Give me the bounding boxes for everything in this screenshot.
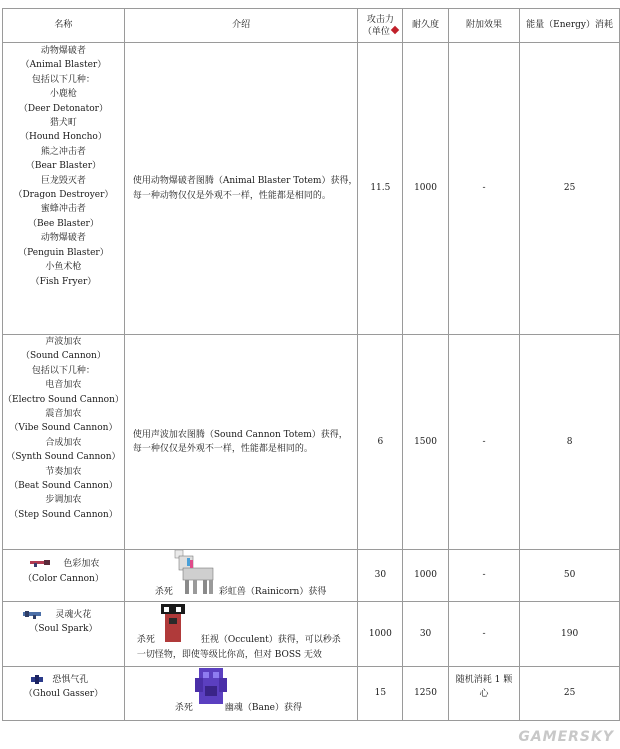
attack-cell: 6 bbox=[358, 335, 403, 550]
intro-line: 使用声波加农图腾（Sound Cannon Totem）获得， bbox=[132, 429, 348, 440]
durability-cell: 1250 bbox=[403, 667, 449, 721]
name-line: （Hound Honcho） bbox=[20, 132, 107, 143]
name-line: （Animal Blaster） bbox=[20, 60, 107, 71]
ghoul-gasser-icon bbox=[31, 675, 45, 684]
name-line: （Ghoul Gasser） bbox=[23, 689, 104, 700]
intro-cell bbox=[124, 602, 358, 667]
header-name: 名称 bbox=[3, 9, 125, 43]
header-intro: 介绍 bbox=[124, 9, 358, 43]
name-line: 声波加农 bbox=[45, 337, 82, 347]
intro-rest: 彩虹兽（Rainicorn）获得 bbox=[218, 587, 327, 597]
intro-line: 每一种动物仅仅是外观不一样，性能都是相同的。 bbox=[132, 190, 331, 201]
name-line: 震音加农 bbox=[45, 409, 82, 420]
name-line: 动物爆破者 bbox=[40, 46, 86, 56]
intro-cell bbox=[124, 43, 358, 335]
header-row bbox=[3, 9, 620, 43]
effect-cell bbox=[448, 667, 519, 721]
effect-cell: - bbox=[448, 550, 519, 602]
watermark: GAMERSKY bbox=[518, 729, 614, 745]
energy-cell: 8 bbox=[520, 335, 620, 550]
durability-cell: 30 bbox=[403, 602, 449, 667]
energy-cell: 25 bbox=[520, 43, 620, 335]
name-line: 蜜蜂冲击者 bbox=[40, 204, 86, 215]
name-line: （Deer Detonator） bbox=[18, 103, 108, 114]
intro-rest: 幽魂（Bane）获得 bbox=[224, 703, 302, 713]
occulent-image bbox=[161, 604, 185, 644]
effect-line: 心 bbox=[479, 689, 489, 700]
name-line: 恐惧气孔 bbox=[52, 675, 89, 685]
intro-line: 使用动物爆破者图腾（Animal Blaster Totem）获得， bbox=[132, 176, 358, 187]
name-line: （Bear Blaster） bbox=[25, 161, 102, 172]
name-line: （Step Sound Cannon） bbox=[9, 509, 118, 520]
name-line: 节奏加农 bbox=[45, 466, 82, 477]
effect-cell: - bbox=[448, 43, 519, 335]
name-cell bbox=[3, 602, 125, 667]
effect-cell: - bbox=[448, 602, 519, 667]
intro-rest: 狂视（Occulent）获得，可以秒杀 bbox=[200, 635, 341, 645]
name-line: （Sound Cannon） bbox=[21, 351, 106, 362]
attack-cell: 15 bbox=[358, 667, 403, 721]
name-line: （Vibe Sound Cannon） bbox=[9, 423, 118, 434]
name-line: （Color Cannon） bbox=[23, 573, 104, 584]
table-row bbox=[3, 550, 620, 602]
name-line: 小鱼术枪 bbox=[45, 262, 82, 273]
name-line: （Fish Fryer） bbox=[30, 276, 97, 287]
name-line: （Synth Sound Cannon） bbox=[6, 452, 121, 463]
name-line: 猎犬町 bbox=[49, 118, 77, 129]
header-effect: 附加效果 bbox=[448, 9, 519, 43]
header-attack-line2: （单位 bbox=[362, 26, 390, 37]
attack-cell: 1000 bbox=[358, 602, 403, 667]
name-cell bbox=[3, 43, 125, 335]
effect-line: 随机消耗 1 颗 bbox=[455, 675, 513, 685]
attack-cell: 30 bbox=[358, 550, 403, 602]
intro-line2: 一切怪物，即使等级比你高，但对 BOSS 无效 bbox=[136, 650, 322, 660]
intro-kill: 杀死 bbox=[136, 635, 155, 645]
name-line: （Bee Blaster） bbox=[28, 218, 99, 229]
name-line: 灵魂火花 bbox=[55, 610, 92, 620]
name-line: （Beat Sound Cannon） bbox=[9, 481, 118, 492]
table-row bbox=[3, 335, 620, 550]
name-line: 电音加农 bbox=[45, 380, 82, 391]
durability-cell: 1000 bbox=[403, 43, 449, 335]
name-line: 合成加农 bbox=[45, 437, 82, 448]
name-cell bbox=[3, 335, 125, 550]
intro-line: 每一种仅仅是外观不一样，性能都是相同的。 bbox=[132, 444, 313, 454]
name-line: （Electro Sound Cannon） bbox=[3, 394, 124, 405]
header-durability: 耐久度 bbox=[403, 9, 449, 43]
header-energy: 能量（Energy）消耗 bbox=[520, 9, 620, 43]
table-row bbox=[3, 43, 620, 335]
intro-cell bbox=[124, 667, 358, 721]
name-line: （Dragon Destroyer） bbox=[13, 190, 114, 201]
rainicorn-image bbox=[169, 550, 219, 596]
attack-cell: 11.5 bbox=[358, 43, 403, 335]
header-attack bbox=[358, 9, 403, 43]
soul-spark-icon bbox=[23, 610, 45, 619]
name-line: （Soul Spark） bbox=[29, 624, 98, 635]
color-cannon-icon bbox=[30, 558, 52, 567]
name-line: 动物爆破者 bbox=[40, 233, 86, 244]
intro-cell bbox=[124, 550, 358, 602]
energy-cell: 25 bbox=[520, 667, 620, 721]
name-line: （Penguin Blaster） bbox=[18, 247, 109, 258]
table-row bbox=[3, 667, 620, 721]
name-line: 熊之冲击者 bbox=[40, 146, 86, 157]
name-line: 巨龙毁灭者 bbox=[40, 175, 86, 186]
name-line: 小鹿枪 bbox=[49, 89, 77, 100]
heart-icon bbox=[391, 25, 399, 33]
name-line: 色彩加农 bbox=[63, 559, 100, 570]
energy-cell: 190 bbox=[520, 602, 620, 667]
intro-cell bbox=[124, 335, 358, 550]
header-attack-line1: 攻击力 bbox=[366, 14, 394, 25]
name-line: 包括以下几种： bbox=[31, 365, 95, 376]
table-row bbox=[3, 602, 620, 667]
name-line: 步调加农 bbox=[45, 495, 82, 506]
bane-image bbox=[195, 668, 227, 706]
intro-kill: 杀死 bbox=[154, 587, 173, 597]
name-cell bbox=[3, 550, 125, 602]
name-cell bbox=[3, 667, 125, 721]
durability-cell: 1000 bbox=[403, 550, 449, 602]
name-line: 包括以下几种： bbox=[31, 74, 95, 85]
effect-cell: - bbox=[448, 335, 519, 550]
energy-cell: 50 bbox=[520, 550, 620, 602]
weapon-table bbox=[2, 8, 620, 721]
durability-cell: 1500 bbox=[403, 335, 449, 550]
intro-kill: 杀死 bbox=[174, 703, 193, 713]
